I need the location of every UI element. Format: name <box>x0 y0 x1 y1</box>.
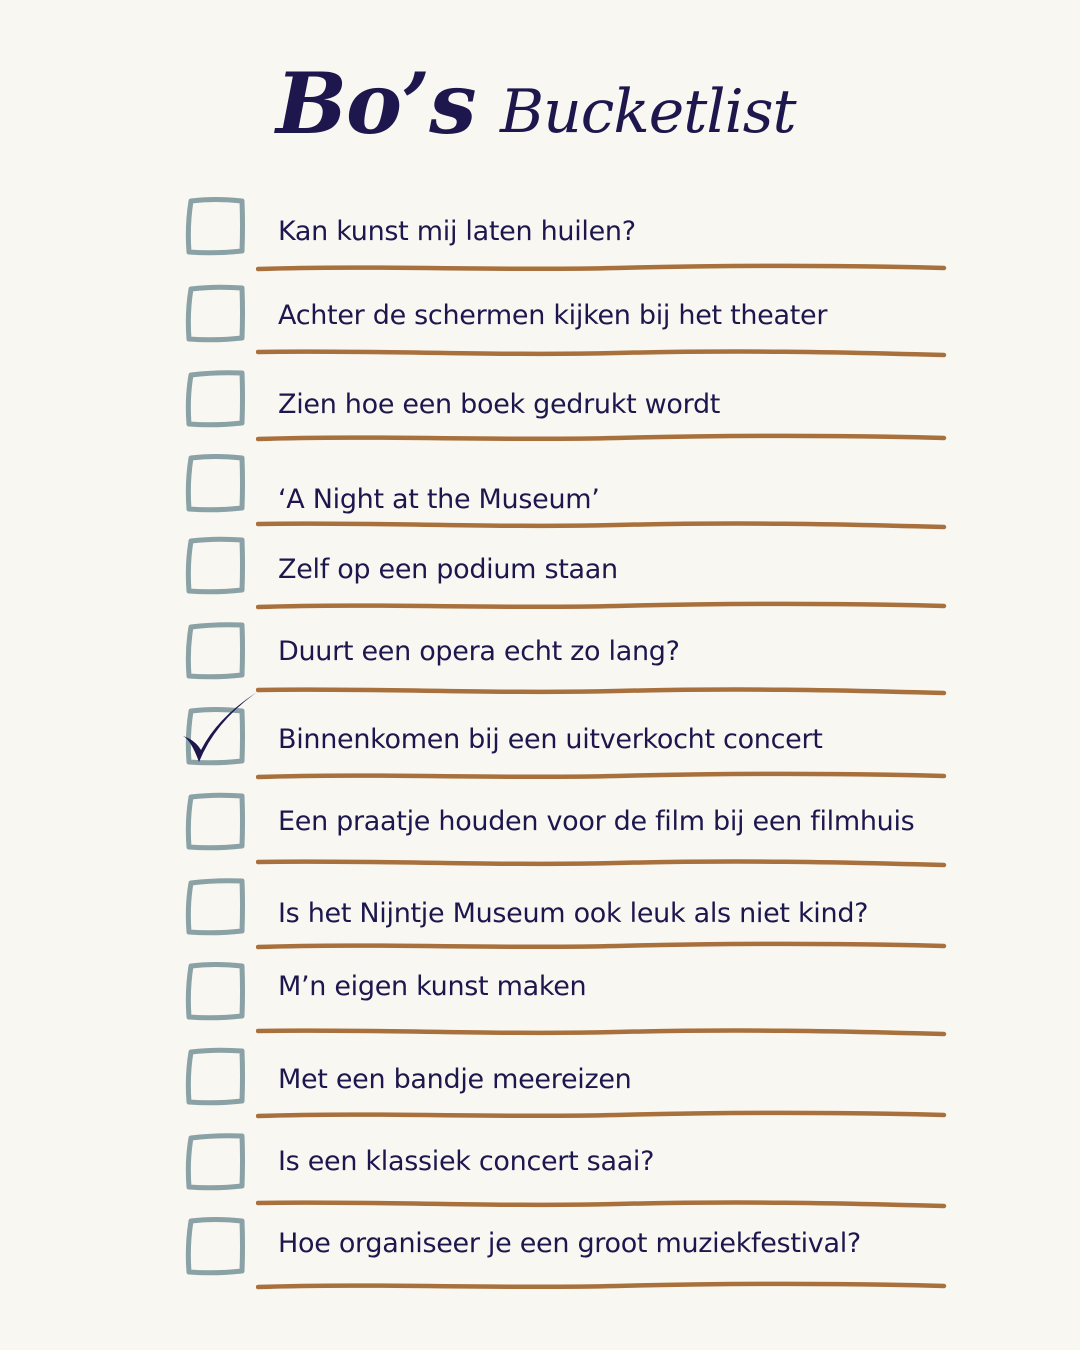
item-underline-10 <box>256 1026 948 1038</box>
checkbox-icon <box>185 876 255 942</box>
checkbox-5[interactable] <box>185 535 245 595</box>
checkbox-1[interactable] <box>185 196 245 256</box>
item-underline-8 <box>256 857 948 869</box>
checkbox-8[interactable] <box>185 791 245 851</box>
item-underline-11 <box>256 1109 948 1121</box>
item-underline-1 <box>256 262 948 274</box>
item-label-1: Kan kunst mij laten huilen? <box>278 216 636 247</box>
checkbox-11[interactable] <box>185 1046 245 1106</box>
item-underline-7 <box>256 770 948 782</box>
checkbox-7[interactable] <box>185 706 245 766</box>
checkmark-icon <box>181 692 265 772</box>
checkbox-6[interactable] <box>185 620 245 680</box>
checkbox-10[interactable] <box>185 961 245 1021</box>
checkbox-3[interactable] <box>185 368 245 428</box>
item-underline-3 <box>256 432 948 444</box>
checkbox-icon <box>185 453 255 519</box>
item-underline-9 <box>256 940 948 952</box>
title-name: Bo’s <box>276 54 476 153</box>
checkbox-icon <box>185 620 255 686</box>
checkbox-icon <box>185 368 255 434</box>
item-label-7: Binnenkomen bij een uitverkocht concert <box>278 724 823 755</box>
item-label-11: Met een bandje meereizen <box>278 1064 632 1095</box>
item-label-3: Zien hoe een boek gedrukt wordt <box>278 389 721 420</box>
item-underline-2 <box>256 347 948 359</box>
checkbox-icon <box>185 1046 255 1112</box>
item-label-13: Hoe organiseer je een groot muziekfestival? <box>278 1228 861 1259</box>
item-label-10: M’n eigen kunst maken <box>278 971 587 1002</box>
checkbox-icon <box>185 791 255 857</box>
checkbox-4[interactable] <box>185 453 245 513</box>
item-underline-12 <box>256 1198 948 1210</box>
item-label-5: Zelf op een podium staan <box>278 554 618 585</box>
checkbox-icon <box>185 1131 255 1197</box>
item-underline-4 <box>256 519 948 531</box>
checkbox-icon <box>185 1216 255 1282</box>
checkbox-icon <box>185 196 255 262</box>
checkbox-12[interactable] <box>185 1131 245 1191</box>
item-underline-5 <box>256 600 948 612</box>
item-label-6: Duurt een opera echt zo lang? <box>278 636 680 667</box>
item-underline-6 <box>256 685 948 697</box>
checkbox-9[interactable] <box>185 876 245 936</box>
item-label-9: Is het Nijntje Museum ook leuk als niet kind? <box>278 898 869 929</box>
title-script-word: Bucketlist <box>500 77 796 147</box>
checkbox-icon <box>185 283 255 349</box>
item-label-2: Achter de schermen kijken bij het theater <box>278 300 828 331</box>
checkbox-13[interactable] <box>185 1216 245 1276</box>
item-label-8: Een praatje houden voor de film bij een filmhuis <box>278 806 915 837</box>
item-underline-13 <box>256 1280 948 1292</box>
checkbox-2[interactable] <box>185 283 245 343</box>
checkbox-icon <box>185 535 255 601</box>
item-label-4: ‘A Night at the Museum’ <box>278 484 600 515</box>
item-label-12: Is een klassiek concert saai? <box>278 1146 655 1177</box>
checkbox-icon <box>185 961 255 1027</box>
